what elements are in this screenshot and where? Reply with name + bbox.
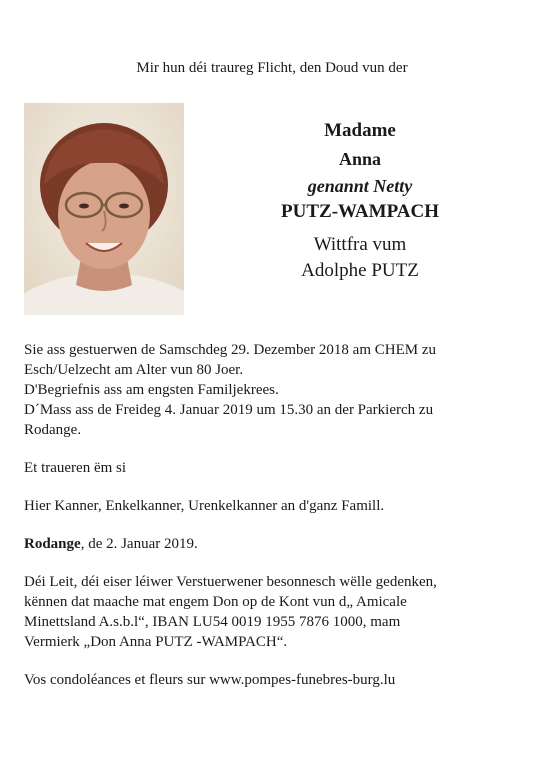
funeral-line: D'Begriefnis ass am engsten Familjekrees. [24,382,279,398]
condolences-line: Vos condoléances et fleurs sur www.pompes-funebres-burg.lu [24,672,396,688]
death-line-2: Esch/Uelzecht am Alter vun 80 Joer. [24,362,244,378]
donation-line-1: Déi Leit, déi eiser léiwer Verstuerwener besonnesch wëlle gedenken, [24,574,437,590]
portrait-icon [24,103,184,315]
mass-line-2: Rodange. [24,422,82,438]
deceased-title: Madame [324,120,396,141]
death-line-1: Sie ass gestuerwen de Samschdeg 29. Dezember 2018 am CHEM zu [24,342,436,358]
deceased-nickname: genannt Netty [307,175,413,196]
intro-text: Mir hun déi traureg Flicht, den Doud vun der [136,60,408,76]
deceased-husband: Adolphe PUTZ [301,260,419,282]
deceased-name-block [230,118,490,285]
portrait-photo [24,103,184,315]
donation-line-2: kënnen dat maache mat engem Don op de Kont vun d„ Amicale [24,594,407,610]
place: Rodange [24,536,81,552]
place-date-line [24,534,524,554]
mourners-list: Hier Kanner, Enkelkanner, Urenkelkanner an d'ganz Famill. [24,498,385,514]
date: , de 2. Januar 2019. [80,536,198,552]
donation-line-3: Minettsland A.s.b.l“, IBAN LU54 0019 1955 7876 1000, mam [24,614,401,630]
deceased-status: Wittfra vum [313,233,407,255]
donation-line-4: Vermierk „Don Anna PUTZ -WAMPACH“. [24,634,288,650]
mourners-intro: Et traueren ëm si [24,460,127,476]
obituary-body [24,340,524,690]
deceased-first-name: Anna [338,148,382,169]
mass-line-1: D´Mass ass de Freideg 4. Januar 2019 um 15.30 an der Parkierch zu [24,402,434,418]
deceased-surname: PUTZ-WAMPACH [281,200,439,222]
